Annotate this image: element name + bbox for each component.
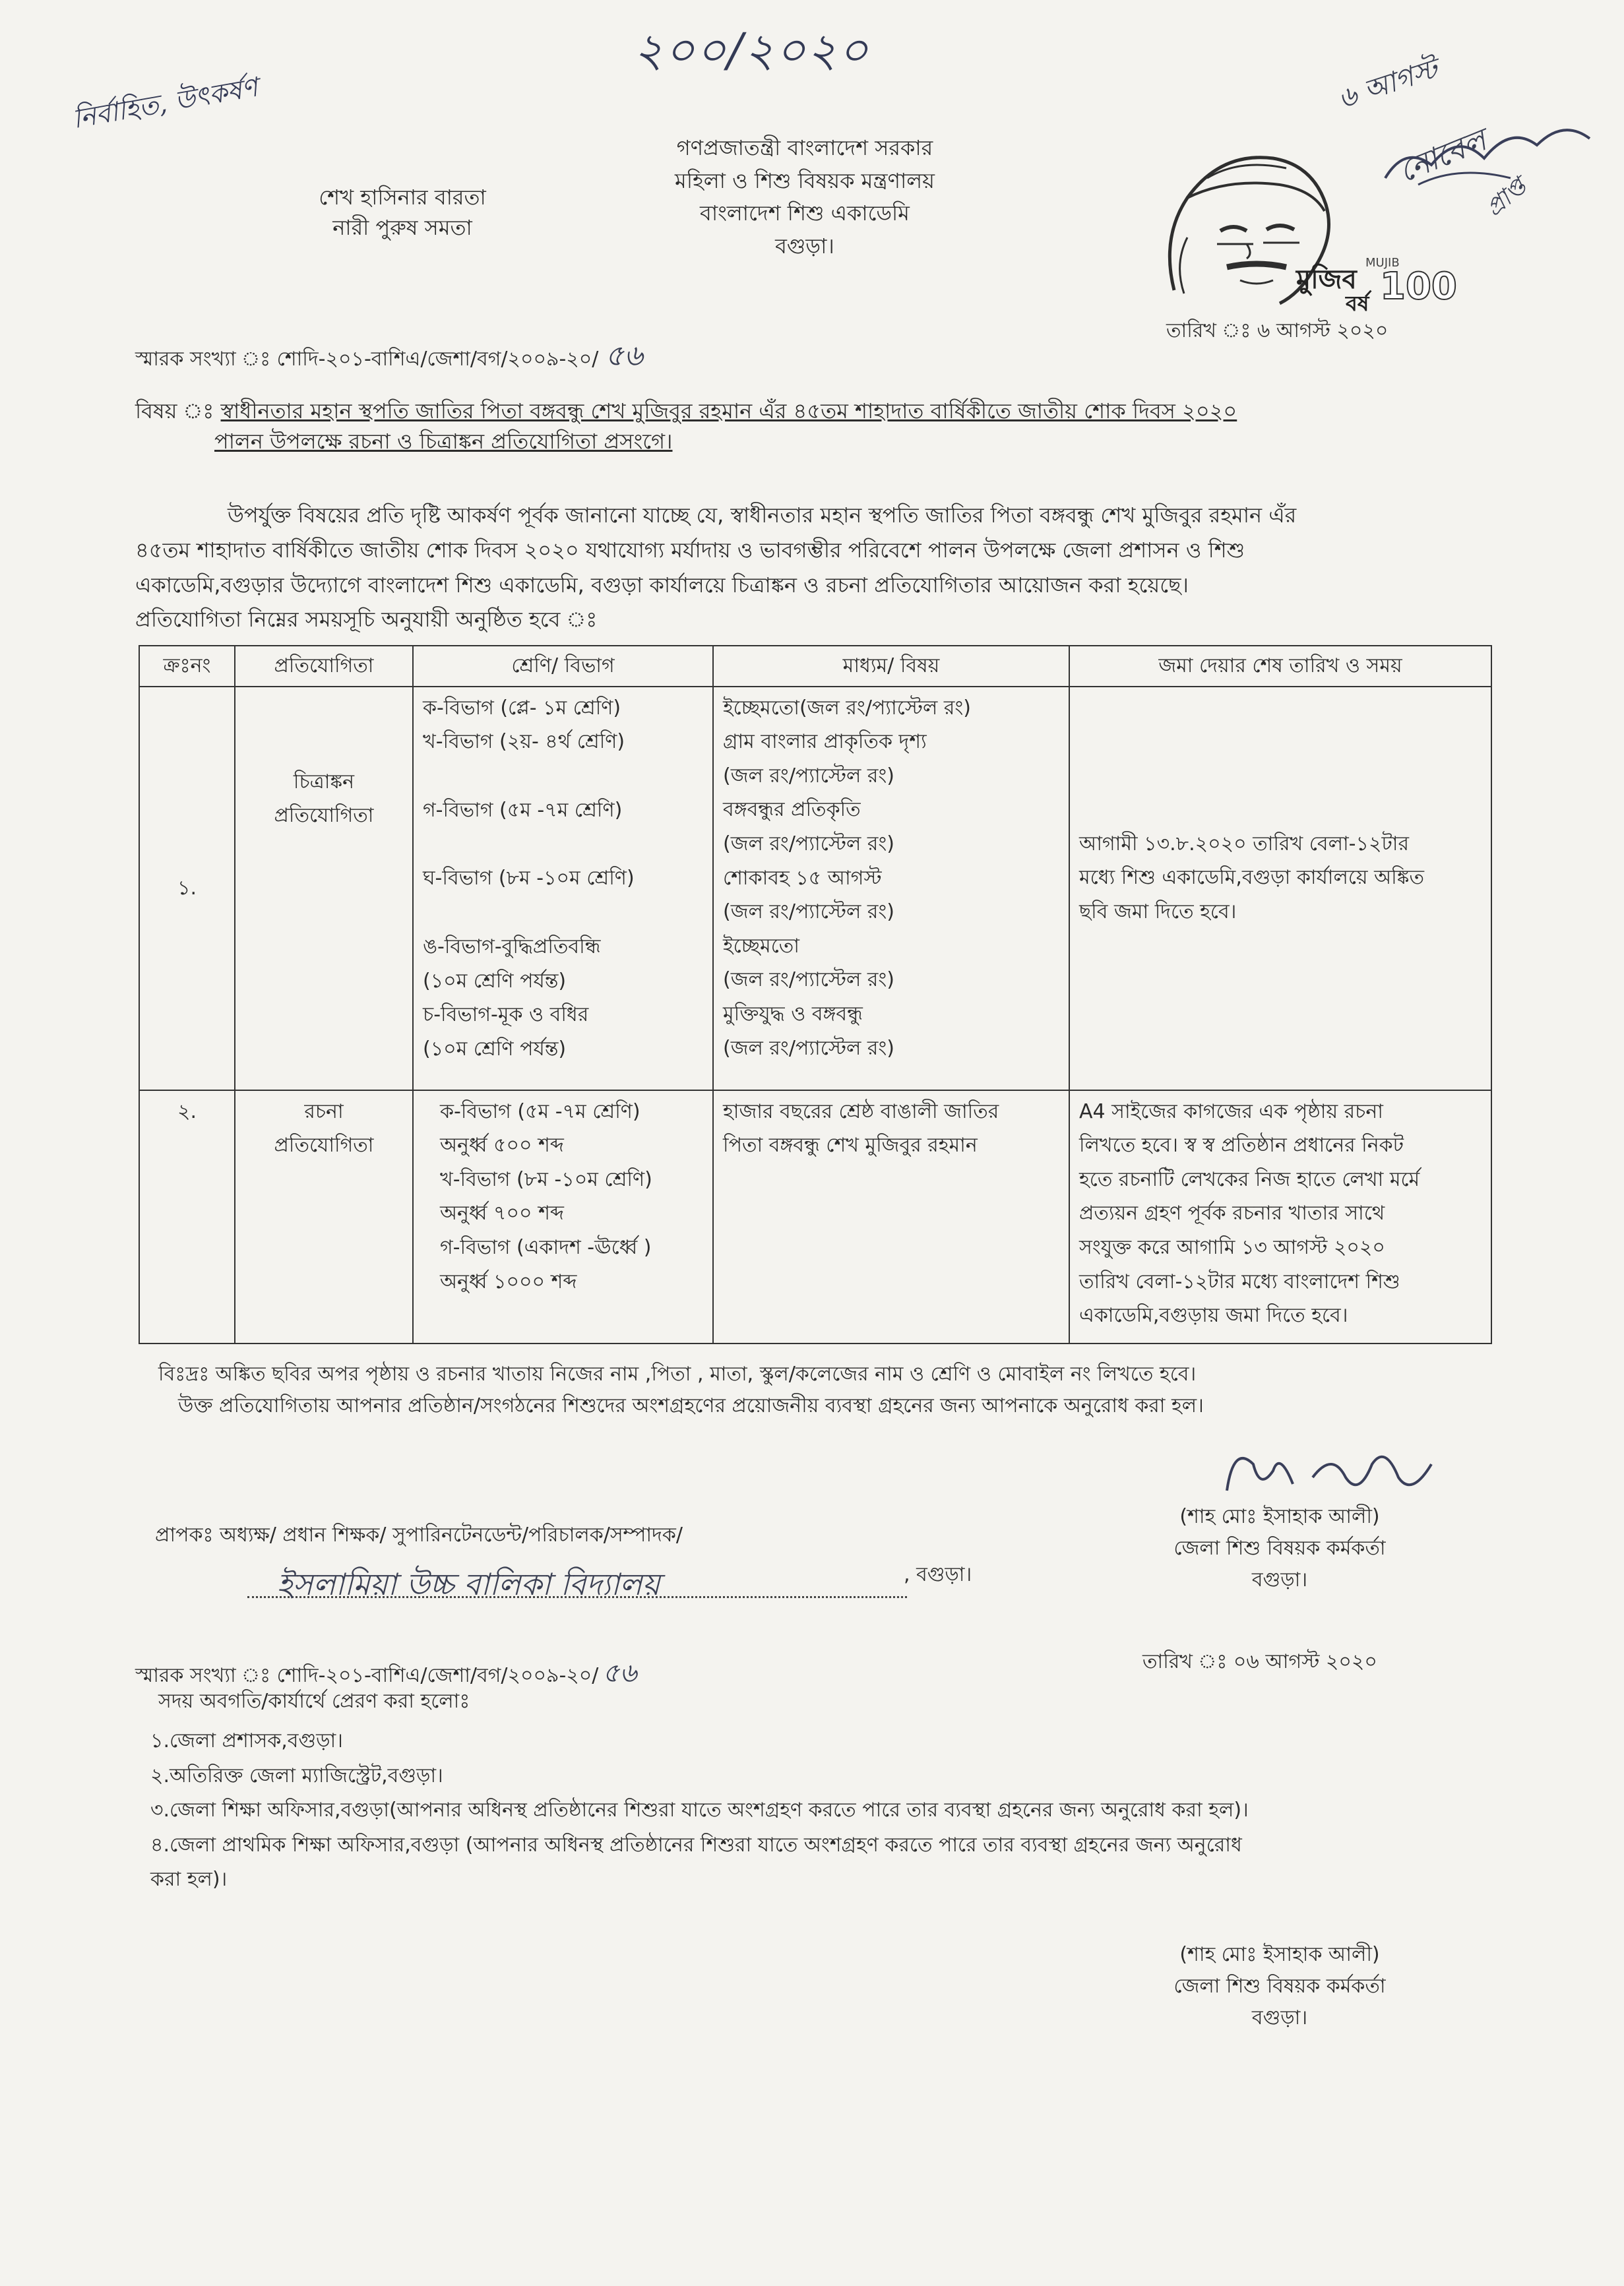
row2-competition: রচনা প্রতিযোগিতা [235, 1090, 413, 1344]
row1-competition: চিত্রাঙ্কন প্রতিযোগিতা [235, 687, 413, 1090]
handwritten-top-right-note-2: নোবেল [1393, 121, 1491, 189]
memo2-forward: সদয় অবগতি/কার্যার্থে প্রেরণ করা হলোঃ [158, 1690, 470, 1713]
recipient-handwritten-name: ইসলামিয়া উচ্চ বালিকা বিদ্যালয় [277, 1566, 660, 1602]
row1-categories: ক-বিভাগ (প্লে- ১ম শ্রেণি) খ-বিভাগ (২য়- ৪র্থ শ্রেণি) গ-বিভাগ (৫ম -৭ম শ্রেণি) ঘ-বিভাগ (৮ম -১০ম শ্রেণি) ঙ-বিভাগ-বুদ্ধিপ্রতিবন্ধি (১০ম শ্রেণি পর্যন্ত) চ-বিভাগ-মূক ও বধির (১০ম শ্রেণি পর্যন্ত) [413, 687, 713, 1090]
subject-line-2: পালন উপলক্ষে রচনা ও চিত্রাঙ্কন প্রতিযোগিতা প্রসংগে। [214, 429, 673, 454]
row1-deadline: আগামী ১৩.৮.২০২০ তারিখ বেলা-১২টার মধ্যে শিশু একাডেমি,বগুড়া কার্যালয়ে অঙ্কিত ছবি জমা দিতে হবে। [1069, 687, 1491, 1090]
memo-number-text: স্মারক সংখ্যা ঃ শোদি-২০১-বাশিএ/জেশা/বগ/২০০৯-২০/ [135, 348, 599, 371]
memo-number [135, 336, 643, 375]
signatory-1-title: জেলা শিশু বিষয়ক কর্মকর্তা [1173, 1537, 1386, 1560]
logo-text-mujib-en: MUJIB [1365, 256, 1400, 270]
handwritten-top-left-note: নির্বাহিত, উৎকর্ষণ [70, 72, 261, 135]
memo2-number-text: স্মারক সংখ্যা ঃ শোদি-২০১-বাশিএ/জেশা/বগ/২০০৯-২০/ [135, 1664, 599, 1687]
list-item: ৩.জেলা শিক্ষা অফিসার,বগুড়া(আপনার অধিনস্থ প্রতিষ্ঠানের শিশুরা যাতে অংশগ্রহণ করতে পারে তার ব্যবস্থা গ্রহনের জন্য অনুরোধ করা হল)। [150, 1799, 1249, 1822]
memo2-number [135, 1655, 637, 1691]
signatory-2-name: (শাহ মোঃ ইসাহাক আলী) [1179, 1943, 1380, 1966]
header-line-2: মহিলা ও শিশু বিষয়ক মন্ত্রণালয় [675, 168, 935, 193]
row2-categories: ক-বিভাগ (৫ম -৭ম শ্রেণি) অনুর্ধ্ব ৫০০ শব্দ খ-বিভাগ (৮ম -১০ম শ্রেণি) অনুর্ধ্ব ৭০০ শব্দ গ-বিভাগ (একাদশ -ঊর্ধ্বে ) অনুর্ধ্ব ১০০০ শব্দ [413, 1090, 713, 1344]
handwritten-top-right-note-1: ৬ আগস্ট [1334, 52, 1442, 115]
recipient-label: প্রাপকঃ অধ্যক্ষ/ প্রধান শিক্ষক/ সুপারিনটেনডেন্ট/পরিচালক/সম্পাদক/ [155, 1524, 683, 1547]
memo-date: তারিখ ঃ ৬ আগস্ট ২০২০ [1166, 319, 1389, 342]
table-header-row [139, 646, 1491, 687]
body-line-2: ৪৫তম শাহাদাত বার্ষিকীতে জাতীয় শোক দিবস ২০২০ যথাযোগ্য মর্যাদায় ও ভাবগম্ভীর পরিবেশে পালন উপলক্ষে জেলা প্রশাসন ও শিশু [135, 537, 1245, 563]
header-line-4: বগুড়া। [775, 233, 834, 259]
signatory-1-place: বগুড়া। [1251, 1568, 1308, 1591]
handwritten-scribble-icon [1379, 119, 1603, 198]
request-line: উক্ত প্রতিযোগিতায় আপনার প্রতিষ্ঠান/সংগঠনের শিশুদের অংশগ্রহণের প্রয়োজনীয় ব্যবস্থা গ্রহনের জন্য আপনাকে অনুরোধ করা হল। [178, 1394, 1204, 1417]
logo-text-100: 100 [1380, 265, 1457, 308]
col-header-serial: ক্রঃনং [139, 646, 235, 687]
list-item: ৪.জেলা প্রাথমিক শিক্ষা অফিসার,বগুড়া (আপনার অধিনস্থ প্রতিষ্ঠানের শিশুরা যাতে অংশগ্রহণ করতে পারে তার ব্যবস্থা গ্রহনের জন্য অনুরোধ [150, 1833, 1242, 1857]
handwritten-top-right-note-3: প্রাপ্ত [1480, 173, 1532, 222]
subject-line-1: স্বাধীনতার মহান স্থপতি জাতির পিতা বঙ্গবন্ধু শেখ মুজিবুর রহমান এঁর ৪৫তম শাহাদাত বার্ষিকীতে জাতীয় শোক দিবস ২০২০ [220, 398, 1237, 423]
note-line: বিঃদ্রঃ অঙ্কিত ছবির অপর পৃষ্ঠায় ও রচনার খাতায় নিজের নাম ,পিতা , মাতা, স্কুল/কলেজের নাম ও শ্রেণি ও মোবাইল নং লিখতে হবে। [158, 1363, 1197, 1386]
memo2-date: তারিখ ঃ ০৬ আগস্ট ২০২০ [1142, 1650, 1377, 1673]
header-line-3: বাংলাদেশ শিশু একাডেমি [700, 201, 910, 226]
memo-handwritten-digits: ৫৬ [605, 339, 643, 373]
table-row [139, 1090, 1491, 1344]
memo2-handwritten-digits: ৫৬ [602, 1658, 637, 1688]
subject-label: বিষয় ঃ [135, 398, 214, 423]
handwritten-file-number: ২০০/২০২০ [633, 23, 870, 77]
slogan-line-2: নারী পুরুষ সমতা [332, 215, 472, 241]
col-header-category: শ্রেণি/ বিভাগ [413, 646, 713, 687]
list-item: ১.জেলা প্রশাসক,বগুড়া। [150, 1729, 343, 1752]
row1-medium: ইচ্ছেমতো(জল রং/প্যাস্টেল রং) গ্রাম বাংলার প্রাকৃতিক দৃশ্য (জল রং/প্যাস্টেল রং) বঙ্গবন্ধুর প্রতিকৃতি (জল রং/প্যাস্টেল রং) শোকাবহ ১৫ আগস্ট (জল রং/প্যাস্টেল রং) ইচ্ছেমতো (জল রং/প্যাস্টেল রং) মুক্তিযুদ্ধ ও বঙ্গবন্ধু (জল রং/প্যাস্টেল রং) [713, 687, 1069, 1090]
slogan-line-1: শেখ হাসিনার বারতা [319, 185, 486, 210]
list-item: ২.অতিরিক্ত জেলা ম্যাজিস্ট্রেট,বগুড়া। [150, 1764, 443, 1787]
signatory-2-title: জেলা শিশু বিষয়ক কর্মকর্তা [1173, 1975, 1386, 1998]
col-header-medium: মাধ্যম/ বিষয় [713, 646, 1069, 687]
signatory-1-name: (শাহ মোঃ ইসাহাক আলী) [1179, 1505, 1380, 1528]
row1-serial: ১. [139, 687, 235, 1090]
schedule-intro: প্রতিযোগিতা নিম্নের সময়সূচি অনুযায়ী অনুষ্ঠিত হবে ঃ [135, 607, 598, 633]
competition-table [139, 645, 1492, 1344]
body-line-1: উপর্যুক্ত বিষয়ের প্রতি দৃষ্টি আকর্ষণ পূর্বক জানানো যাচ্ছে যে, স্বাধীনতার মহান স্থপতি জাতির পিতা বঙ্গবন্ধু শেখ মুজিবুর রহমান এঁর [228, 503, 1297, 528]
row2-deadline: A4 সাইজের কাগজের এক পৃষ্ঠায় রচনা লিখতে হবে। স্ব স্ব প্রতিষ্ঠান প্রধানের নিকট হতে রচনাটি লেখকের নিজ হাতে লেখা মর্মে প্রত্যয়ন গ্রহণ পূর্বক রচনার খাতার সাথে সংযুক্ত করে আগামি ১৩ আগস্ট ২০২০ তারিখ বেলা-১২টার মধ্যে বাংলাদেশ শিশু একাডেমি,বগুড়ায় জমা দিতে হবে। [1069, 1090, 1491, 1344]
government-header [607, 132, 1003, 263]
recipient-place: , বগুড়া। [904, 1563, 972, 1586]
col-header-competition: প্রতিযোগিতা [235, 646, 413, 687]
copy-list [150, 1724, 1536, 1898]
slogan-block [237, 182, 567, 243]
signature-icon [1214, 1438, 1451, 1510]
list-item: করা হল)। [150, 1868, 228, 1891]
logo-text-mujib: মুজিব [1296, 264, 1357, 295]
header-line-1: গণপ্রজাতন্ত্রী বাংলাদেশ সরকার [676, 135, 933, 160]
subject-block [135, 396, 1553, 457]
logo-text-borsho: বর্ষ [1346, 291, 1369, 316]
notes-block [158, 1359, 1544, 1422]
body-line-3: একাডেমি,বগুড়ার উদ্যোগে বাংলাদেশ শিশু একাডেমি, বগুড়া কার্যালয়ে চিত্রাঙ্কন ও রচনা প্রতিযোগিতার আয়োজন করা হয়েছে। [135, 572, 1189, 598]
row2-medium: হাজার বছরের শ্রেষ্ঠ বাঙালী জাতির পিতা বঙ্গবন্ধু শেখ মুজিবুর রহমান [713, 1090, 1069, 1344]
table-row [139, 687, 1491, 1090]
signatory-2 [1082, 1939, 1478, 2034]
col-header-deadline: জমা দেয়ার শেষ তারিখ ও সময় [1069, 646, 1491, 687]
signatory-1 [1082, 1501, 1478, 1596]
body-paragraph [135, 498, 1494, 637]
signatory-2-place: বগুড়া। [1251, 2006, 1308, 2029]
row2-serial: ২. [139, 1090, 235, 1344]
